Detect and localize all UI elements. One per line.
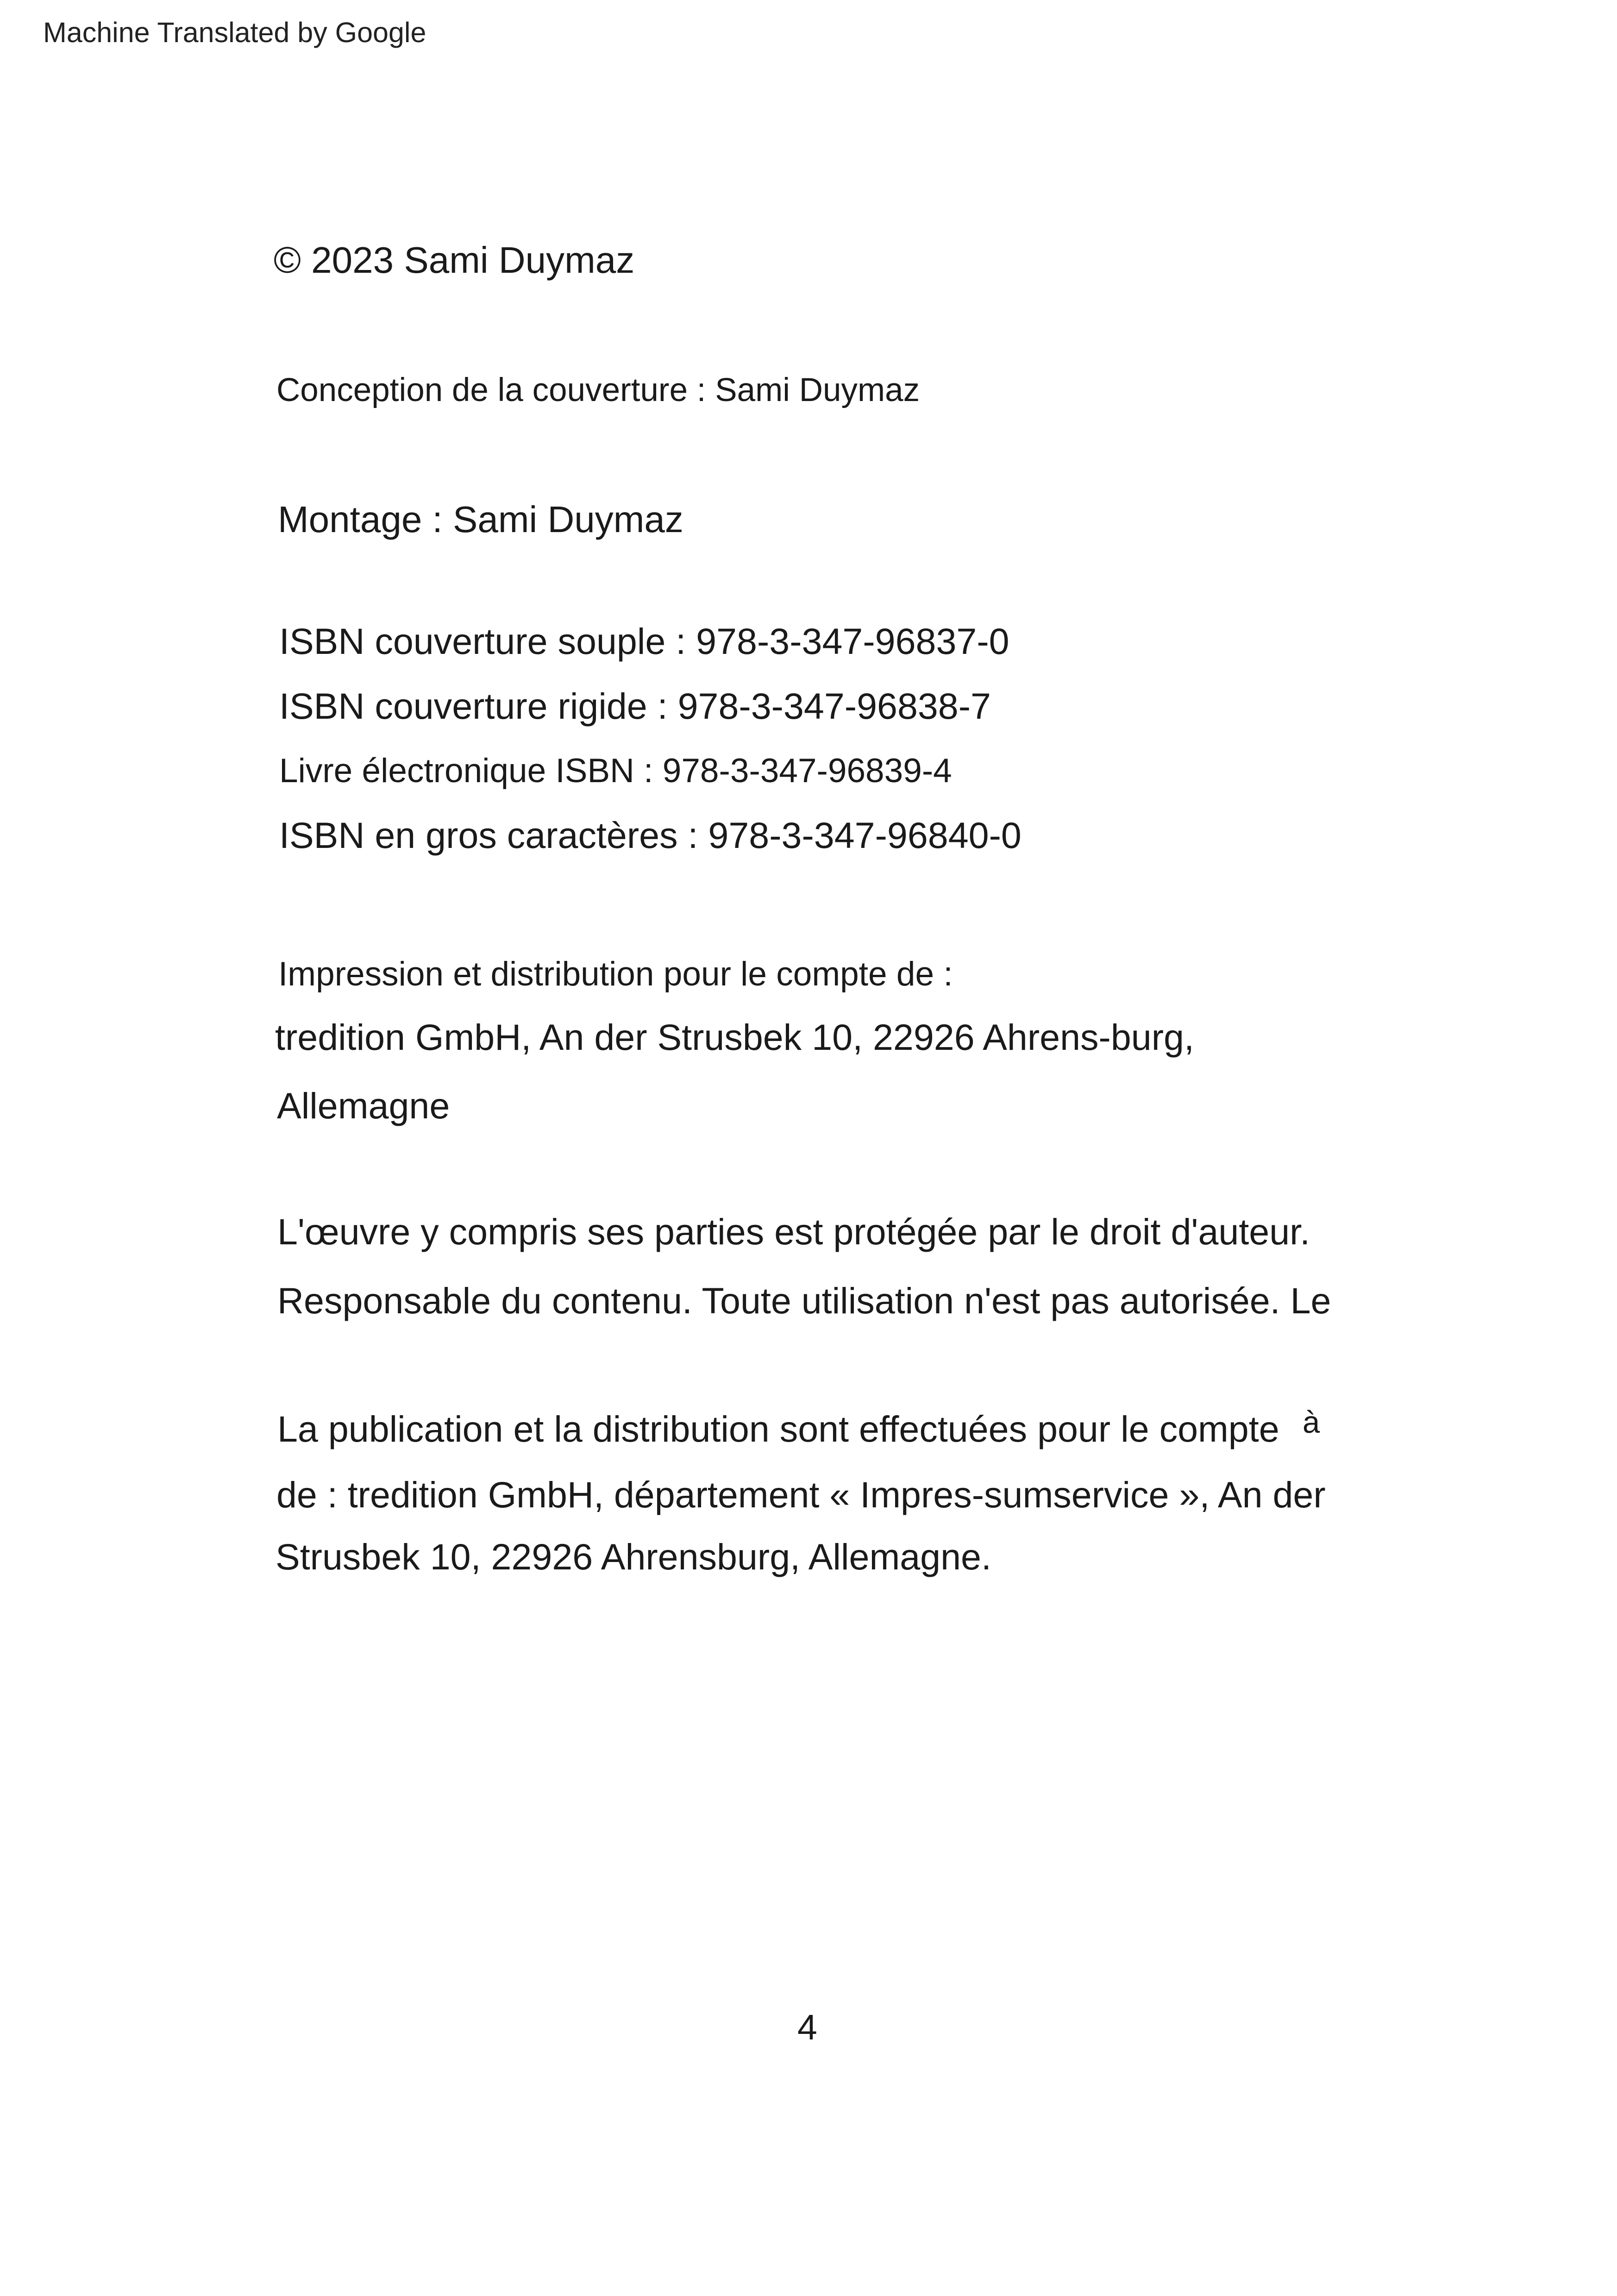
printing-line: Allemagne xyxy=(277,1085,450,1126)
copyright-line: © 2023 Sami Duymaz xyxy=(274,239,635,281)
isbn-softcover: ISBN couverture souple : 978-3-347-96837-0 xyxy=(279,621,1009,662)
machine-translation-banner: Machine Translated by Google xyxy=(43,17,426,48)
cover-design-line: Conception de la couverture : Sami Duymaz xyxy=(276,372,920,408)
publication-line: La publication et la distribution sont effectuées pour le compte xyxy=(277,1408,1279,1449)
isbn-ebook: Livre électronique ISBN : 978-3-347-96839-4 xyxy=(279,752,952,790)
publication-line: Strusbek 10, 22926 Ahrensburg, Allemagne. xyxy=(276,1536,991,1577)
isbn-hardcover: ISBN couverture rigide : 978-3-347-96838-7 xyxy=(279,685,991,727)
printing-line: Impression et distribution pour le compte de : xyxy=(278,955,953,993)
publication-floating-char: à xyxy=(1303,1405,1320,1440)
page-number: 4 xyxy=(797,2007,817,2047)
printing-line: tredition GmbH, An der Strusbek 10, 22926 Ahrens-burg, xyxy=(275,1016,1194,1058)
isbn-large-print: ISBN en gros caractères : 978-3-347-96840-0 xyxy=(279,815,1022,856)
publication-line: de : tredition GmbH, département « Impres-sumservice », An der xyxy=(276,1474,1326,1515)
copyright-notice-line: Responsable du contenu. Toute utilisation n'est pas autorisée. Le xyxy=(277,1280,1331,1321)
copyright-notice-line: L'œuvre y compris ses parties est protégée par le droit d'auteur. xyxy=(277,1211,1310,1252)
editing-line: Montage : Sami Duymaz xyxy=(278,499,683,540)
